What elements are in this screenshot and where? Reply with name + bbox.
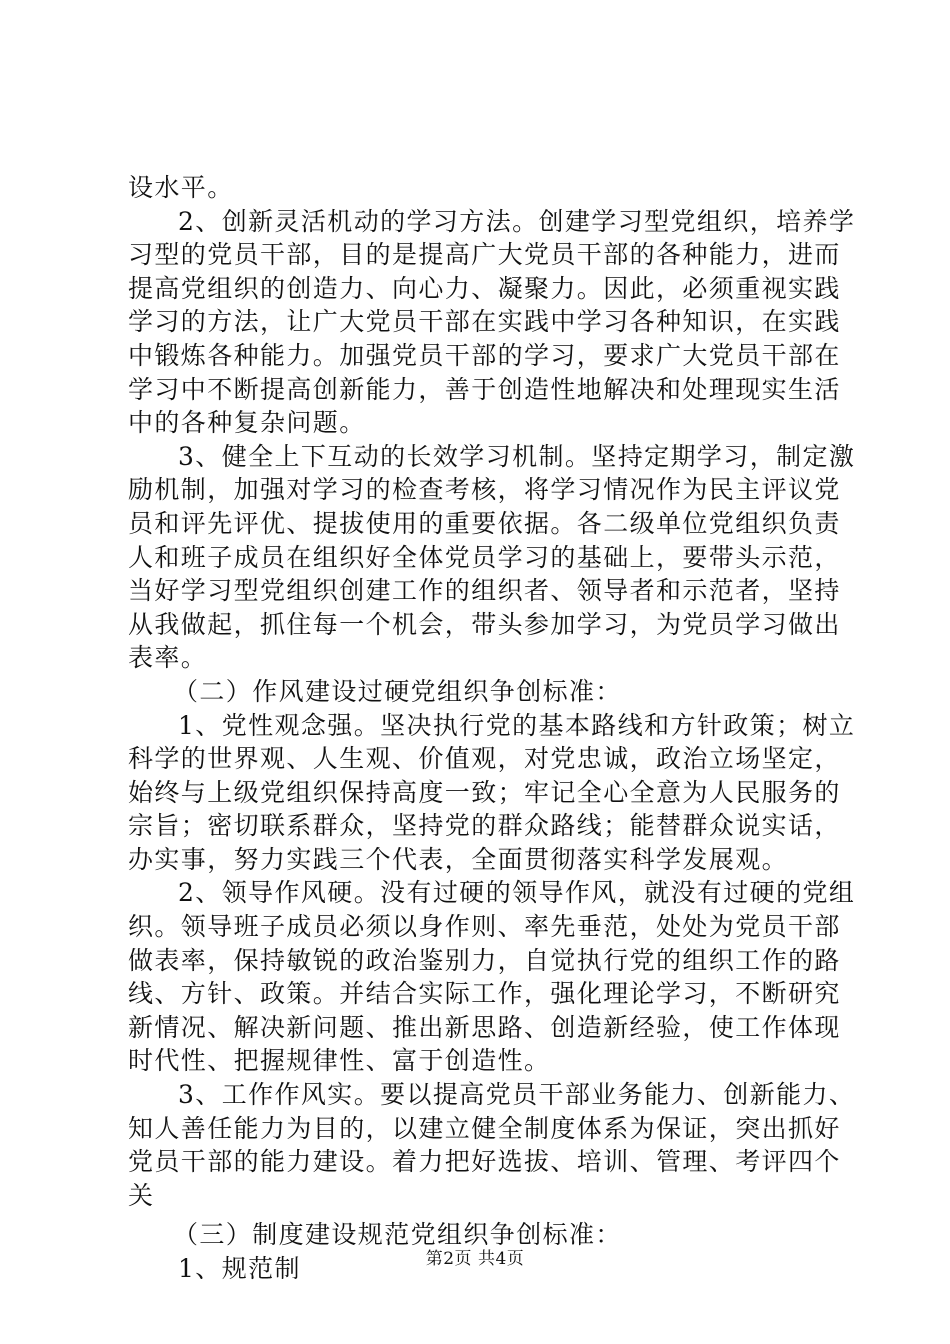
text-line: 关 [128, 1180, 155, 1210]
text-line: 员和评先评优、提拔使用的重要依据。各二级单位党组织负责 [128, 508, 841, 538]
text-line: 始终与上级党组织保持高度一致；牢记全心全意为人民服务的 [128, 777, 841, 807]
text-line: 知人善任能力为目的，以建立健全制度体系为保证，突出抓好 [128, 1113, 841, 1143]
text-line: 办实事，努力实践三个代表，全面贯彻落实科学发展观。 [128, 844, 789, 874]
paragraph-first-line: 1、规范制 [178, 1254, 301, 1283]
page-number-footer: 第2页 共4页 [425, 1249, 525, 1269]
text-line: 人和班子成员在组织好全体党员学习的基础上，要带头示范， [128, 542, 841, 572]
text-line: 励机制，加强对学习的检查考核，将学习情况作为民主评议党 [128, 475, 841, 505]
text-line: 科学的世界观、人生观、价值观，对党忠诚，政治立场坚定， [128, 744, 841, 774]
paragraph-first-line: 2、创新灵活机动的学习方法。创建学习型党组织，培养学 [178, 206, 856, 236]
document-body [128, 171, 856, 1286]
text-line: 从我做起，抓住每一个机会，带头参加学习，为党员学习做出 [128, 609, 841, 639]
text-line: 织。领导班子成员必须以身作则、率先垂范，处处为党员干部 [128, 912, 841, 942]
text-line: 中锻炼各种能力。加强党员干部的学习，要求广大党员干部在 [128, 340, 841, 370]
paragraph-first-line: 3、健全上下互动的长效学习机制。坚持定期学习，制定激 [178, 441, 856, 471]
section-heading: （二）作风建设过硬党组织争创标准： [173, 676, 622, 706]
text-line: 习型的党员干部，目的是提高广大党员干部的各种能力，进而 [128, 240, 841, 270]
paragraph-first-line: 2、领导作风硬。没有过硬的领导作风，就没有过硬的党组 [178, 878, 856, 908]
text-line: 宗旨；密切联系群众，坚持党的群众路线；能替群众说实话， [128, 811, 841, 841]
text-line: 表率。 [128, 643, 208, 673]
section-heading: （三）制度建设规范党组织争创标准： [173, 1220, 622, 1250]
text-line: 中的各种复杂问题。 [128, 408, 366, 438]
text-line: 时代性、把握规律性、富于创造性。 [128, 1046, 551, 1076]
text-line: 党员干部的能力建设。着力把好选拔、培训、管理、考评四个 [128, 1147, 841, 1177]
text-line: 做表率，保持敏锐的政治鉴别力，自觉执行党的组织工作的路 [128, 945, 841, 975]
text-line: 新情况、解决新问题、推出新思路、创造新经验，使工作体现 [128, 1012, 841, 1042]
text-line: 学习的方法，让广大党员干部在实践中学习各种知识，在实践 [128, 307, 841, 337]
text-line: 当好学习型党组织创建工作的组织者、领导者和示范者，坚持 [128, 576, 841, 606]
text-line: 学习中不断提高创新能力，善于创造性地解决和处理现实生活 [128, 374, 841, 404]
text-line: 提高党组织的创造力、向心力、凝聚力。因此，必须重视实践 [128, 273, 841, 303]
text-line: 设水平。 [128, 173, 234, 202]
paragraph-first-line: 3、工作作风实。要以提高党员干部业务能力、创新能力、 [178, 1080, 856, 1110]
paragraph-first-line: 1、党性观念强。坚决执行党的基本路线和方针政策；树立 [178, 710, 856, 740]
text-line: 线、方针、政策。并结合实际工作，强化理论学习，不断研究 [128, 979, 841, 1009]
